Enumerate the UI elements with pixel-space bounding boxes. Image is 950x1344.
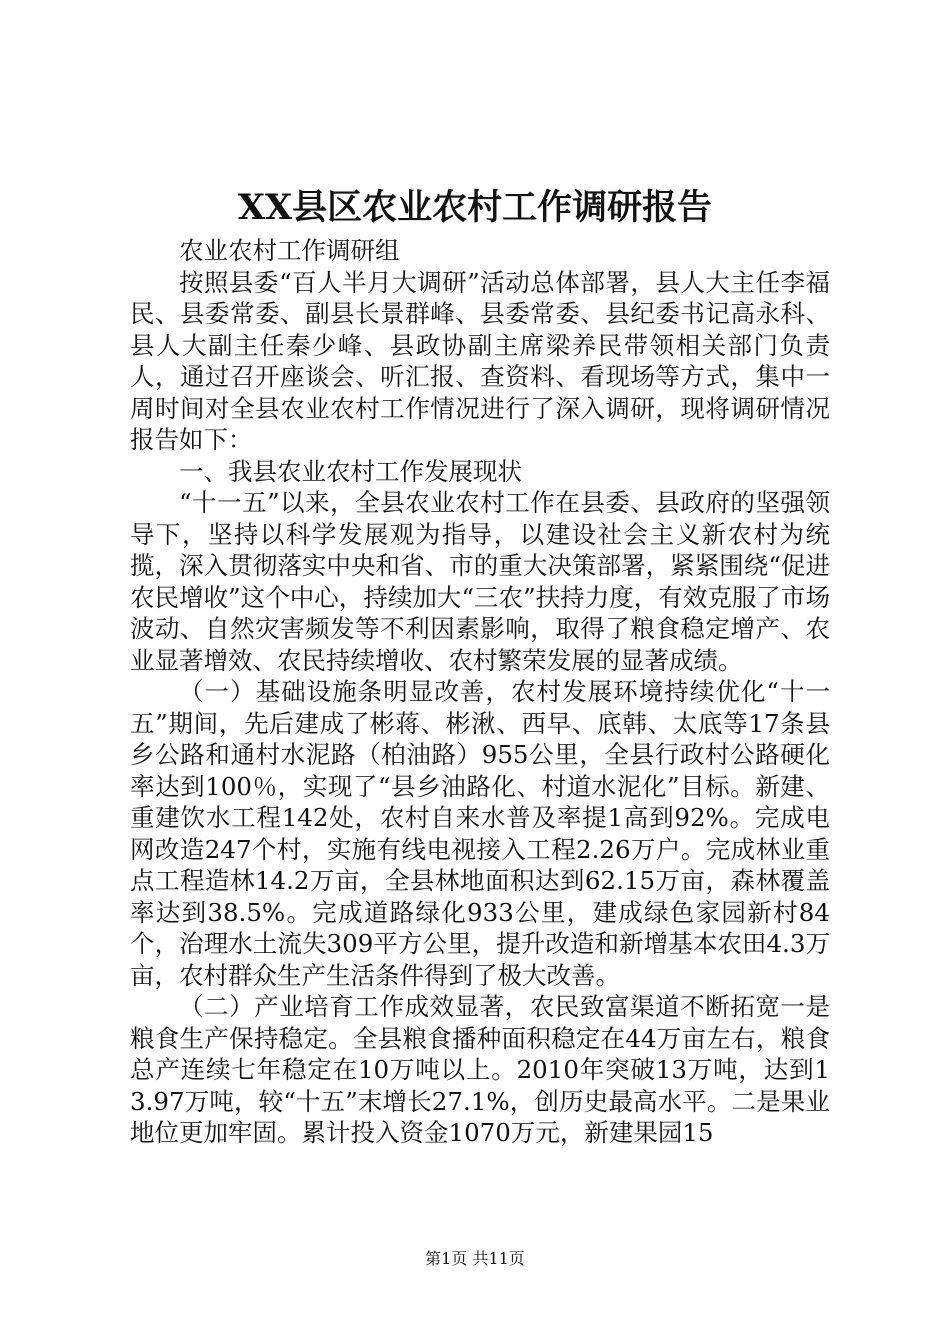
section-heading: 一、我县农业农村工作发展现状	[179, 456, 522, 486]
author-line: 农业农村工作调研组	[179, 236, 400, 265]
industry-paragraph: （二）产业培育工作成效显著，农民致富渠道不断拓宽一是粮食生产保持稳定。全县粮食播种面积稳定在44万亩左右，粮食总产连续七年稳定在10万吨以上。2010年突破13万吨，达到13.97万吨，较“十五”末增长27.1%，创历史最高水平。二是果业地位更加牢固。累计投入资金1070万元，新建果园15	[130, 992, 830, 1147]
intro-paragraph: 按照县委“百人半月大调研”活动总体部署，县人大主任李福民、县委常委、副县长景群峰、县委常委、县纪委书记高永科、县人大副主任秦少峰、县政协副主席梁养民带领相关部门负责人，通过召开座谈会、听汇报、查资料、看现场等方式，集中一周时间对全县农业农村工作情况进行了深入调研，现将调研情况报告如下：	[130, 267, 830, 454]
page-footer: 第1页 共11页	[425, 1249, 525, 1268]
document-body	[130, 235, 830, 1149]
document-title: XX县区农业农村工作调研报告	[237, 187, 713, 228]
overview-paragraph: “十一五”以来，全县农业农村工作在县委、县政府的坚强领导下，坚持以科学发展观为指导，以建设社会主义新农村为统揽，深入贯彻落实中央和省、市的重大决策部署，紧紧围绕“促进农民增收”这个中心，持续加大“三农”扶持力度，有效克服了市场波动、自然灾害频发等不利因素影响，取得了粮食稳定增产、农业显著增效、农民持续增收、农村繁荣发展的显著成绩。	[130, 488, 830, 675]
infrastructure-paragraph: （一）基础设施条明显改善，农村发展环境持续优化“十一五”期间，先后建成了彬蒋、彬湫、西早、底韩、太底等17条县乡公路和通村水泥路（柏油路）955公里，全县行政村公路硬化率达到100％，实现了“县乡油路化、村道水泥化”目标。新建、重建饮水工程142处，农村自来水普及率提1高到92%。完成电网改造247个村，实施有线电视接入工程2.26万户。完成林业重点工程造林14.2万亩，全县林地面积达到62.15万亩，森林覆盖率达到38.5%。完成道路绿化933公里，建成绿色家园新村84个，治理水土流失309平方公里，提升改造和新增基本农田4.3万亩，农村群众生产生活条件得到了极大改善。	[130, 677, 830, 990]
